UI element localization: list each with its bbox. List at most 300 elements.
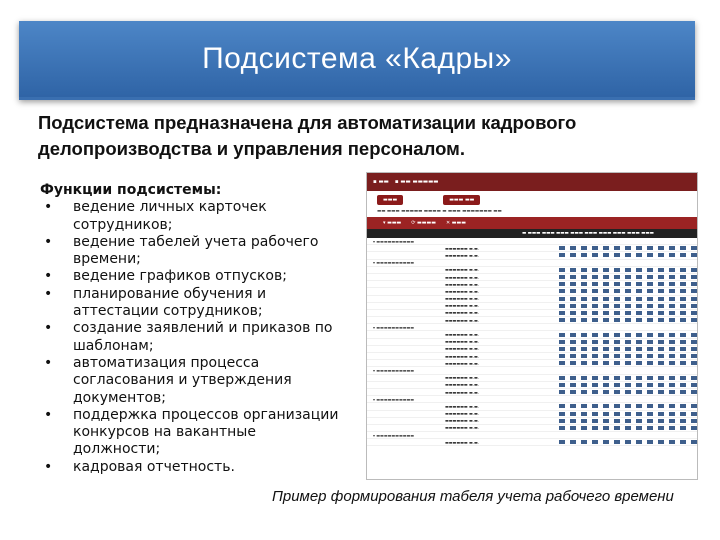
grid-cell bbox=[680, 376, 686, 380]
grid-cell bbox=[647, 340, 653, 344]
grid-cell bbox=[603, 347, 609, 351]
grid-cell bbox=[570, 412, 576, 416]
slide-title: Подсистема «Кадры» bbox=[202, 42, 512, 75]
grid-cell bbox=[669, 440, 675, 444]
grid-cell bbox=[658, 246, 664, 250]
grid-group-row bbox=[367, 367, 697, 374]
grid-row-label: ▬▬▬▬▬▬ ▬.▬. bbox=[445, 353, 480, 359]
grid-cell bbox=[647, 282, 653, 286]
grid-cell bbox=[647, 289, 653, 293]
grid-cell bbox=[669, 376, 675, 380]
grid-row-label: ▬▬▬▬▬▬ ▬.▬. bbox=[445, 411, 480, 417]
grid-cell bbox=[592, 268, 598, 272]
grid-row-label: ▬▬▬▬▬▬ ▬.▬. bbox=[445, 274, 480, 280]
grid-person-row bbox=[367, 288, 697, 295]
grid-person-row bbox=[367, 281, 697, 288]
grid-cell bbox=[625, 347, 631, 351]
grid-cell bbox=[581, 275, 587, 279]
grid-row-label: ▬▬▬▬▬▬ ▬.▬. bbox=[445, 382, 480, 388]
grid-cell bbox=[658, 311, 664, 315]
grid-cell bbox=[636, 347, 642, 351]
functions-block bbox=[40, 182, 340, 476]
grid-row-label: ▬▬▬▬▬▬ ▬.▬. bbox=[445, 403, 480, 409]
grid-cell bbox=[570, 246, 576, 250]
grid-cell bbox=[570, 275, 576, 279]
grid-person-row bbox=[367, 310, 697, 317]
grid-cell bbox=[680, 419, 686, 423]
grid-row-label: ▬▬▬▬▬▬ ▬.▬. bbox=[445, 360, 480, 366]
grid-cell bbox=[647, 347, 653, 351]
grid-cell bbox=[691, 412, 697, 416]
grid-cell bbox=[614, 268, 620, 272]
grid-cell bbox=[603, 297, 609, 301]
grid-cell bbox=[658, 440, 664, 444]
grid-cell bbox=[625, 304, 631, 308]
grid-person-row bbox=[367, 353, 697, 360]
grid-cell bbox=[603, 311, 609, 315]
grid-cell bbox=[592, 347, 598, 351]
grid-cell bbox=[603, 419, 609, 423]
grid-cell bbox=[581, 426, 587, 430]
grid-cell bbox=[592, 304, 598, 308]
grid-cell bbox=[559, 289, 565, 293]
grid-cell bbox=[592, 404, 598, 408]
grid-cell bbox=[691, 268, 697, 272]
grid-cell bbox=[559, 297, 565, 301]
grid-cell bbox=[625, 404, 631, 408]
grid-row-label: ▬▬▬▬▬▬ ▬.▬. bbox=[445, 375, 480, 381]
grid-cell bbox=[570, 304, 576, 308]
app-buttons bbox=[367, 193, 697, 207]
grid-row-label: ▬▬▬▬▬▬ ▬.▬. bbox=[445, 252, 480, 258]
grid-cell bbox=[559, 268, 565, 272]
grid-cell bbox=[614, 361, 620, 365]
grid-cell bbox=[680, 304, 686, 308]
grid-cell bbox=[636, 340, 642, 344]
grid-cell bbox=[559, 282, 565, 286]
grid-cell bbox=[647, 275, 653, 279]
function-item: • ведение графиков отпусков; bbox=[40, 268, 340, 285]
app-menu-bar bbox=[367, 173, 697, 191]
grid-person-row bbox=[367, 267, 697, 274]
grid-cell bbox=[603, 426, 609, 430]
grid-rows bbox=[367, 238, 697, 446]
grid-cell bbox=[647, 412, 653, 416]
grid-cell bbox=[581, 340, 587, 344]
grid-cell bbox=[581, 440, 587, 444]
grid-cell bbox=[614, 275, 620, 279]
grid-cell bbox=[614, 440, 620, 444]
grid-cell bbox=[691, 419, 697, 423]
grid-cell bbox=[680, 333, 686, 337]
grid-cell bbox=[581, 253, 587, 257]
grid-cell bbox=[603, 289, 609, 293]
grid-cell bbox=[680, 311, 686, 315]
functions-title: Функции подсистемы: bbox=[40, 182, 222, 198]
grid-cell bbox=[680, 340, 686, 344]
function-item: • создание заявлений и приказов по шаблонам; bbox=[40, 320, 340, 355]
grid-cell bbox=[625, 268, 631, 272]
grid-cell bbox=[581, 376, 587, 380]
grid-cell bbox=[658, 268, 664, 272]
grid-row-label: ▬▬▬▬▬▬ ▬.▬. bbox=[445, 317, 480, 323]
grid-cell bbox=[691, 347, 697, 351]
grid-cell bbox=[559, 318, 565, 322]
grid-cell bbox=[669, 268, 675, 272]
grid-cell bbox=[669, 304, 675, 308]
grid-cell bbox=[625, 419, 631, 423]
grid-cell bbox=[647, 297, 653, 301]
grid-cell bbox=[614, 426, 620, 430]
grid-cell bbox=[625, 289, 631, 293]
screenshot-caption: Пример формирования табеля учета рабочего времени bbox=[272, 488, 674, 505]
grid-cell bbox=[614, 347, 620, 351]
grid-cell bbox=[570, 440, 576, 444]
grid-cell bbox=[581, 268, 587, 272]
grid-cell bbox=[614, 318, 620, 322]
grid-group-row bbox=[367, 324, 697, 331]
grid-person-row bbox=[367, 245, 697, 252]
grid-cell bbox=[614, 297, 620, 301]
grid-group-row bbox=[367, 396, 697, 403]
grid-cell bbox=[658, 304, 664, 308]
grid-cell bbox=[570, 333, 576, 337]
grid-cell bbox=[658, 347, 664, 351]
grid-cell bbox=[625, 246, 631, 250]
grid-cell bbox=[636, 412, 642, 416]
grid-cell bbox=[669, 318, 675, 322]
function-item: • ведение табелей учета рабочего времени; bbox=[40, 234, 340, 269]
grid-cell bbox=[603, 383, 609, 387]
grid-cell bbox=[625, 361, 631, 365]
grid-cell bbox=[614, 376, 620, 380]
grid-cell bbox=[636, 354, 642, 358]
grid-cell bbox=[570, 340, 576, 344]
grid-person-row bbox=[367, 252, 697, 259]
grid-cell bbox=[691, 333, 697, 337]
grid-cell bbox=[647, 426, 653, 430]
grid-cell bbox=[680, 297, 686, 301]
grid-cell bbox=[669, 282, 675, 286]
grid-cell bbox=[680, 440, 686, 444]
grid-cell bbox=[581, 304, 587, 308]
grid-cell bbox=[647, 354, 653, 358]
grid-cell bbox=[603, 304, 609, 308]
grid-cell bbox=[603, 246, 609, 250]
grid-cell bbox=[592, 390, 598, 394]
grid-person-row bbox=[367, 360, 697, 367]
grid-cell bbox=[636, 440, 642, 444]
grid-row-label: ▬▬▬▬▬▬ ▬.▬. bbox=[445, 346, 480, 352]
grid-cell bbox=[636, 419, 642, 423]
grid-cell bbox=[625, 282, 631, 286]
grid-cell bbox=[658, 289, 664, 293]
grid-cell bbox=[636, 297, 642, 301]
grid-cell bbox=[570, 253, 576, 257]
grid-cell bbox=[559, 376, 565, 380]
grid-cell bbox=[559, 333, 565, 337]
grid-cell bbox=[636, 246, 642, 250]
grid-cell bbox=[614, 311, 620, 315]
grid-cell bbox=[592, 376, 598, 380]
grid-cell bbox=[680, 361, 686, 365]
grid-group-row bbox=[367, 238, 697, 245]
grid-cell bbox=[570, 282, 576, 286]
grid-cell bbox=[691, 253, 697, 257]
grid-person-row bbox=[367, 274, 697, 281]
grid-cell bbox=[603, 282, 609, 286]
grid-cell bbox=[636, 333, 642, 337]
grid-cell bbox=[603, 253, 609, 257]
grid-person-row bbox=[367, 425, 697, 432]
grid-cell bbox=[592, 333, 598, 337]
grid-cell bbox=[592, 318, 598, 322]
grid-cell bbox=[647, 390, 653, 394]
grid-cell bbox=[625, 390, 631, 394]
grid-cell bbox=[559, 340, 565, 344]
grid-row-label: ▬▬▬▬▬▬ ▬.▬. bbox=[445, 296, 480, 302]
grid-cell bbox=[614, 333, 620, 337]
grid-cell bbox=[680, 354, 686, 358]
grid-cell bbox=[636, 282, 642, 286]
grid-cell bbox=[614, 390, 620, 394]
grid-cell bbox=[559, 390, 565, 394]
function-item: • поддержка процессов организации конкурсов на вакантные должности; bbox=[40, 407, 340, 459]
grid-cell bbox=[647, 376, 653, 380]
grid-cell bbox=[691, 246, 697, 250]
grid-cell bbox=[636, 383, 642, 387]
grid-cell bbox=[592, 419, 598, 423]
app-menu-item: ▪ ▬▬ ▬▬▬▬▬ bbox=[394, 179, 439, 185]
grid-group-row bbox=[367, 260, 697, 267]
grid-cell bbox=[669, 361, 675, 365]
grid-cell bbox=[658, 253, 664, 257]
grid-cell bbox=[636, 426, 642, 430]
grid-cell bbox=[614, 246, 620, 250]
grid-row-label: ▾ ▬▬▬▬▬▬▬▬▬▬ bbox=[373, 260, 415, 266]
app-tool: ▾ ▬▬▬ bbox=[383, 220, 402, 226]
grid-person-row bbox=[367, 317, 697, 324]
grid-cell bbox=[581, 419, 587, 423]
app-info-line: ▬▬ ▬▬▬ ▬▬▬▬▬ ▬▬▬▬ ▬ ▬▬▬ ▬▬▬▬▬▬▬ ▬▬ bbox=[377, 209, 502, 214]
grid-cell bbox=[658, 282, 664, 286]
grid-cell bbox=[658, 333, 664, 337]
grid-cell bbox=[559, 275, 565, 279]
grid-cell bbox=[669, 390, 675, 394]
grid-row-label: ▬▬▬▬▬▬ ▬.▬. bbox=[445, 303, 480, 309]
grid-cell bbox=[559, 361, 565, 365]
grid-person-row bbox=[367, 303, 697, 310]
grid-row-label: ▾ ▬▬▬▬▬▬▬▬▬▬ bbox=[373, 324, 415, 330]
grid-cell bbox=[559, 419, 565, 423]
grid-cell bbox=[636, 361, 642, 365]
grid-person-row bbox=[367, 439, 697, 446]
grid-cell bbox=[669, 297, 675, 301]
grid-cell bbox=[559, 311, 565, 315]
grid-cell bbox=[614, 304, 620, 308]
grid-cell bbox=[691, 354, 697, 358]
grid-cell bbox=[603, 404, 609, 408]
grid-cell bbox=[559, 347, 565, 351]
grid-cell bbox=[658, 340, 664, 344]
grid-cell bbox=[614, 340, 620, 344]
grid-cell bbox=[691, 383, 697, 387]
grid-cell bbox=[581, 404, 587, 408]
grid-cell bbox=[669, 246, 675, 250]
grid-cell bbox=[570, 376, 576, 380]
grid-cell bbox=[625, 275, 631, 279]
grid-cell bbox=[559, 440, 565, 444]
grid-cell bbox=[636, 376, 642, 380]
app-menu-item: ▪ ▬▬ bbox=[373, 179, 389, 185]
grid-cell bbox=[669, 333, 675, 337]
grid-cell bbox=[581, 333, 587, 337]
grid-cell bbox=[592, 426, 598, 430]
grid-cell bbox=[592, 412, 598, 416]
grid-cell bbox=[647, 304, 653, 308]
grid-cell bbox=[614, 419, 620, 423]
grid-cell bbox=[559, 253, 565, 257]
grid-cell bbox=[691, 440, 697, 444]
grid-cell bbox=[581, 282, 587, 286]
grid-cell bbox=[691, 282, 697, 286]
grid-cell bbox=[581, 412, 587, 416]
grid-cell bbox=[625, 376, 631, 380]
grid-person-row bbox=[367, 389, 697, 396]
grid-cell bbox=[559, 354, 565, 358]
grid-row-label: ▬▬▬▬▬▬ ▬.▬. bbox=[445, 332, 480, 338]
grid-row-label: ▬▬▬▬▬▬ ▬.▬. bbox=[445, 439, 480, 445]
grid-cell bbox=[691, 361, 697, 365]
grid-cell bbox=[614, 253, 620, 257]
grid-cell bbox=[680, 347, 686, 351]
grid-cell bbox=[647, 419, 653, 423]
grid-cell bbox=[669, 426, 675, 430]
grid-cell bbox=[691, 340, 697, 344]
grid-cell bbox=[691, 376, 697, 380]
grid-cell bbox=[658, 297, 664, 301]
grid-cell bbox=[625, 426, 631, 430]
grid-cell bbox=[669, 404, 675, 408]
grid-cell bbox=[603, 412, 609, 416]
grid-cell bbox=[581, 354, 587, 358]
grid-cell bbox=[647, 440, 653, 444]
grid-cell bbox=[570, 318, 576, 322]
grid-cell bbox=[647, 318, 653, 322]
grid-cell bbox=[603, 318, 609, 322]
grid-header: ▬ ▬▬▬ ▬▬▬ ▬▬▬ ▬▬▬ ▬▬▬ ▬▬▬ ▬▬▬ ▬▬▬ ▬▬▬ bbox=[367, 229, 697, 238]
grid-cell bbox=[581, 318, 587, 322]
grid-cell bbox=[570, 390, 576, 394]
grid-row-label: ▾ ▬▬▬▬▬▬▬▬▬▬ bbox=[373, 432, 415, 438]
grid-cell bbox=[592, 383, 598, 387]
grid-cell bbox=[680, 412, 686, 416]
grid-row-label: ▬▬▬▬▬▬ ▬.▬. bbox=[445, 310, 480, 316]
grid-row-label: ▬▬▬▬▬▬ ▬.▬. bbox=[445, 267, 480, 273]
grid-cell bbox=[614, 412, 620, 416]
grid-cell bbox=[570, 361, 576, 365]
grid-cell bbox=[680, 268, 686, 272]
grid-person-row bbox=[367, 296, 697, 303]
grid-cell bbox=[603, 354, 609, 358]
grid-person-row bbox=[367, 339, 697, 346]
grid-cell bbox=[647, 383, 653, 387]
grid-cell bbox=[680, 246, 686, 250]
grid-cell bbox=[680, 404, 686, 408]
grid-cell bbox=[680, 426, 686, 430]
grid-cell bbox=[581, 297, 587, 301]
grid-cell bbox=[570, 426, 576, 430]
grid-cell bbox=[669, 253, 675, 257]
grid-cell bbox=[691, 275, 697, 279]
grid-cell bbox=[581, 311, 587, 315]
grid-cell bbox=[570, 289, 576, 293]
grid-row-label: ▾ ▬▬▬▬▬▬▬▬▬▬ bbox=[373, 396, 415, 402]
grid-cell bbox=[592, 440, 598, 444]
grid-cell bbox=[647, 246, 653, 250]
grid-cell bbox=[625, 297, 631, 301]
grid-cell bbox=[625, 440, 631, 444]
grid-cell bbox=[625, 340, 631, 344]
grid-cell bbox=[592, 289, 598, 293]
intro-text: Подсистема предназначена для автоматизации кадрового делопроизводства и управления персоналом. bbox=[38, 112, 577, 159]
grid-cell bbox=[559, 426, 565, 430]
grid-cell bbox=[581, 390, 587, 394]
grid-cell bbox=[592, 297, 598, 301]
grid-cell bbox=[581, 347, 587, 351]
grid-cell bbox=[603, 275, 609, 279]
grid-cell bbox=[680, 383, 686, 387]
grid-row-label: ▬▬▬▬▬▬ ▬.▬. bbox=[445, 418, 480, 424]
grid-cell bbox=[592, 361, 598, 365]
grid-row-label: ▬▬▬▬▬▬ ▬.▬. bbox=[445, 245, 480, 251]
grid-cell bbox=[669, 289, 675, 293]
grid-cell bbox=[691, 426, 697, 430]
grid-row-label: ▬▬▬▬▬▬ ▬.▬. bbox=[445, 389, 480, 395]
grid-cell bbox=[680, 253, 686, 257]
grid-cell bbox=[636, 253, 642, 257]
grid-cell bbox=[570, 268, 576, 272]
grid-cell bbox=[669, 311, 675, 315]
grid-cell bbox=[691, 311, 697, 315]
grid-cell bbox=[570, 419, 576, 423]
grid-cell bbox=[581, 246, 587, 250]
grid-cell bbox=[625, 318, 631, 322]
grid-cell bbox=[603, 376, 609, 380]
grid-cell bbox=[636, 390, 642, 394]
grid-cell bbox=[680, 289, 686, 293]
grid-row-label: ▾ ▬▬▬▬▬▬▬▬▬▬ bbox=[373, 367, 415, 373]
grid-cell bbox=[603, 361, 609, 365]
grid-cell bbox=[570, 297, 576, 301]
grid-cell bbox=[625, 333, 631, 337]
grid-cell bbox=[691, 318, 697, 322]
grid-cell bbox=[658, 390, 664, 394]
grid-cell bbox=[625, 311, 631, 315]
grid-cell bbox=[669, 340, 675, 344]
grid-cell bbox=[647, 311, 653, 315]
grid-cell bbox=[669, 354, 675, 358]
grid-cell bbox=[625, 383, 631, 387]
grid-cell bbox=[636, 304, 642, 308]
grid-cell bbox=[691, 289, 697, 293]
grid-cell bbox=[658, 383, 664, 387]
grid-cell bbox=[592, 354, 598, 358]
grid-cell bbox=[592, 253, 598, 257]
timesheet-screenshot bbox=[366, 172, 698, 480]
grid-cell bbox=[669, 419, 675, 423]
grid-cell bbox=[581, 289, 587, 293]
